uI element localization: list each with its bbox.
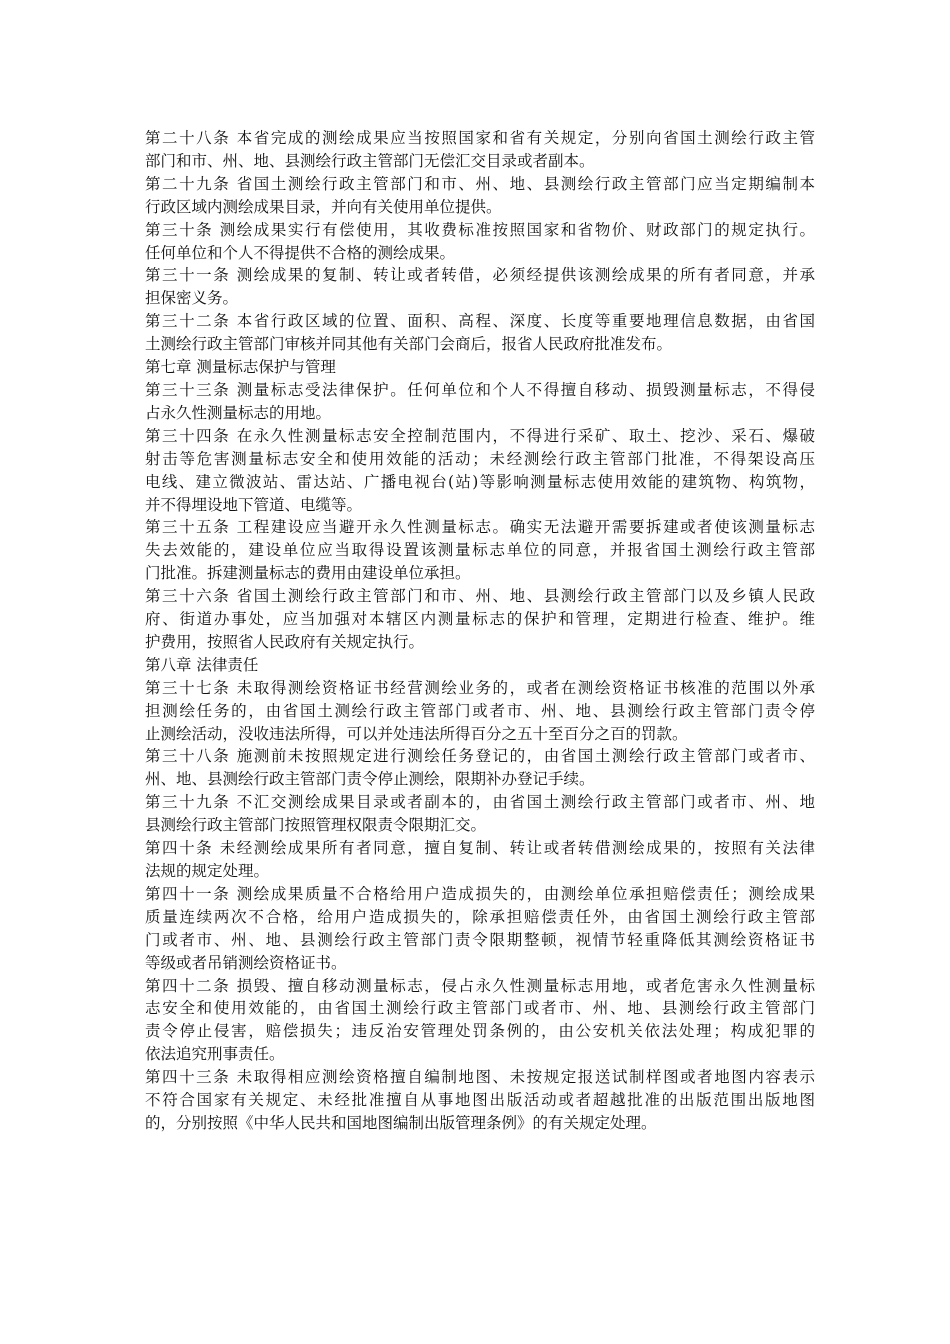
text-line: 土测绘行政主管部门审核并同其他有关部门会商后，报省人民政府批准发布。 xyxy=(145,335,673,354)
text-line: 止测绘活动，没收违法所得，可以并处违法所得百分之五十至百分之百的罚款。 xyxy=(145,724,688,743)
text-line: 第三十九条 不汇交测绘成果目录或者副本的，由省国土测绘行政主管部门或者市、州、地 xyxy=(145,793,815,812)
text-line: 担测绘任务的，由省国土测绘行政主管部门或者市、州、地、县测绘行政主管部门责令停 xyxy=(145,701,815,720)
text-line: 志安全和使用效能的，由省国土测绘行政主管部门或者市、州、地、县测绘行政主管部门 xyxy=(145,999,815,1018)
paragraph xyxy=(145,585,815,654)
text-line: 县测绘行政主管部门按照管理权限责令限期汇交。 xyxy=(145,816,487,835)
text-line: 第三十七条 未取得测绘资格证书经营测绘业务的，或者在测绘资格证书核准的范围以外承 xyxy=(145,678,815,697)
text-line: 第四十三条 未取得相应测绘资格擅自编制地图、未按规定报送试制样图或者地图内容表示 xyxy=(145,1068,815,1087)
paragraph xyxy=(145,1066,815,1135)
paragraph xyxy=(145,883,815,975)
text-line: 第三十一条 测绘成果的复制、转让或者转借，必须经提供该测绘成果的所有者同意，并承 xyxy=(145,266,815,285)
paragraph xyxy=(145,425,815,517)
paragraph xyxy=(145,837,815,883)
paragraph xyxy=(145,379,815,425)
text-line: 依法追究刑事责任。 xyxy=(145,1045,285,1064)
paragraph xyxy=(145,264,815,310)
text-line: 担保密义务。 xyxy=(145,289,239,308)
text-line: 第三十条 测绘成果实行有偿使用，其收费标准按照国家和省物价、财政部门的规定执行。 xyxy=(145,220,815,239)
text-line: 第三十四条 在永久性测量标志安全控制范围内，不得进行采矿、取土、挖沙、采石、爆破 xyxy=(145,426,815,445)
text-line: 不符合国家有关规定、未经批准擅自从事地图出版活动或者超越批准的出版范围出版地图 xyxy=(145,1091,815,1110)
text-line: 第三十三条 测量标志受法律保护。任何单位和个人不得擅自移动、损毁测量标志，不得侵 xyxy=(145,380,815,399)
text-line: 并不得埋设地下管道、电缆等。 xyxy=(145,495,363,514)
text-line: 失去效能的，建设单位应当取得设置该测量标志单位的同意，并报省国土测绘行政主管部 xyxy=(145,541,815,560)
text-line: 占永久性测量标志的用地。 xyxy=(145,403,332,422)
text-line: 任何单位和个人不得提供不合格的测绘成果。 xyxy=(145,243,456,262)
text-line: 州、地、县测绘行政主管部门责令停止测绘，限期补办登记手续。 xyxy=(145,770,595,789)
paragraph xyxy=(145,310,815,356)
text-line: 行政区域内测绘成果目录，并向有关使用单位提供。 xyxy=(145,197,502,216)
paragraph xyxy=(145,975,815,1067)
text-line: 电线、建立微波站、雷达站、广播电视台(站)等影响测量标志使用效能的建筑物、构筑物， xyxy=(145,472,815,491)
document-body xyxy=(145,127,815,1135)
text-line: 等级或者吊销测绘资格证书。 xyxy=(145,953,347,972)
chapter-heading xyxy=(145,654,815,677)
text-line: 第八章 法律责任 xyxy=(145,655,259,674)
text-line: 第二十九条 省国土测绘行政主管部门和市、州、地、县测绘行政主管部门应当定期编制本 xyxy=(145,174,815,193)
text-line: 门或者市、州、地、县测绘行政主管部门责令限期整顿，视情节轻重降低其测绘资格证书 xyxy=(145,930,815,949)
text-line: 第二十八条 本省完成的测绘成果应当按照国家和省有关规定，分别向省国土测绘行政主管 xyxy=(145,129,815,147)
paragraph xyxy=(145,127,815,173)
paragraph xyxy=(145,677,815,746)
paragraph xyxy=(145,791,815,837)
text-line: 第三十六条 省国土测绘行政主管部门和市、州、地、县测绘行政主管部门以及乡镇人民政 xyxy=(145,587,815,606)
text-line: 第三十八条 施测前未按照规定进行测绘任务登记的，由省国土测绘行政主管部门或者市、 xyxy=(145,747,815,766)
text-line: 法规的规定处理。 xyxy=(145,862,270,880)
text-line: 第三十二条 本省行政区域的位置、面积、高程、深度、长度等重要地理信息数据，由省国 xyxy=(145,312,815,331)
chapter-heading xyxy=(145,356,815,379)
text-line: 府、街道办事处，应当加强对本辖区内测量标志的保护和管理，定期进行检查、维护。维 xyxy=(145,610,815,629)
text-line: 第三十五条 工程建设应当避开永久性测量标志。确实无法避开需要拆建或者使该测量标志 xyxy=(145,518,815,537)
text-line: 护费用，按照省人民政府有关规定执行。 xyxy=(145,632,425,651)
paragraph xyxy=(145,219,815,265)
text-line: 第四十一条 测绘成果质量不合格给用户造成损失的，由测绘单位承担赔偿责任；测绘成果 xyxy=(145,884,815,903)
text-line: 责令停止侵害，赔偿损失；违反治安管理处罚条例的，由公安机关依法处理；构成犯罪的 xyxy=(145,1022,815,1041)
paragraph xyxy=(145,745,815,791)
paragraph xyxy=(145,173,815,219)
text-line: 门批准。拆建测量标志的费用由建设单位承担。 xyxy=(145,564,471,583)
text-line: 射击等危害测量标志安全和使用效能的活动；未经测绘行政主管部门批准，不得架设高压 xyxy=(145,449,815,468)
text-line: 第四十条 未经测绘成果所有者同意，擅自复制、转让或者转借测绘成果的，按照有关法律 xyxy=(145,839,815,858)
text-line: 第四十二条 损毁、擅自移动测量标志，侵占永久性测量标志用地，或者危害永久性测量标 xyxy=(145,976,815,995)
text-line: 部门和市、州、地、县测绘行政主管部门无偿汇交目录或者副本。 xyxy=(145,151,595,170)
text-line: 的，分别按照《中华人民共和国地图编制出版管理条例》的有关规定处理。 xyxy=(145,1113,657,1132)
paragraph xyxy=(145,516,815,585)
text-line: 第七章 测量标志保护与管理 xyxy=(145,358,336,377)
text-line: 质量连续两次不合格，给用户造成损失的，除承担赔偿责任外，由省国土测绘行政主管部 xyxy=(145,907,815,926)
